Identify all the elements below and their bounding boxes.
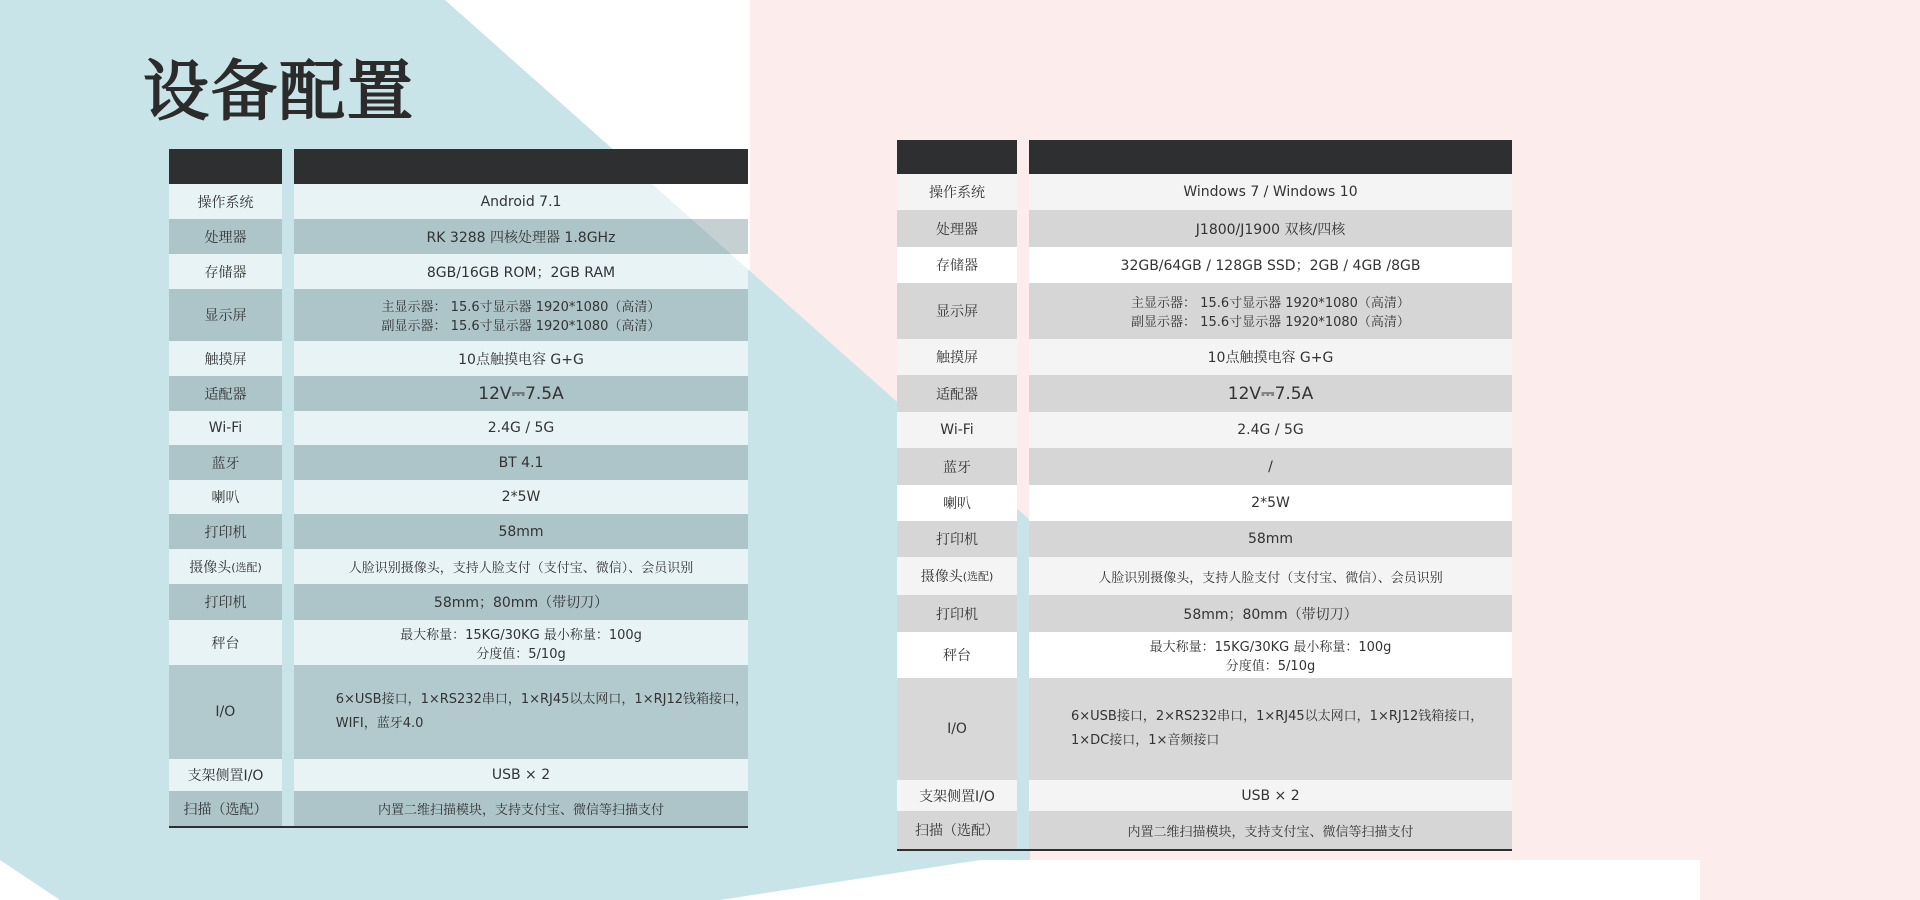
- header-label-cell: [169, 149, 282, 184]
- spec-label: [169, 219, 282, 254]
- spec-value: [1029, 174, 1512, 210]
- spec-label-text: 蓝牙: [211, 455, 240, 472]
- spec-label: [169, 289, 282, 341]
- spec-value: [294, 584, 748, 620]
- spec-value-line: 8GB/16GB ROM；2GB RAM: [426, 264, 616, 281]
- spec-value: [1029, 780, 1512, 811]
- spec-label: [169, 411, 282, 445]
- spec-label-text: 喇叭: [943, 496, 971, 512]
- spec-label-text: 操作系统: [929, 185, 985, 201]
- spec-row: [897, 632, 1512, 678]
- spec-value-line: /: [1268, 458, 1273, 475]
- spec-label-text: 打印机: [204, 595, 247, 611]
- spec-label-text: 打印机: [204, 524, 247, 541]
- spec-value-line: Windows 7 / Windows 10: [1183, 184, 1358, 200]
- spec-row: [897, 375, 1512, 412]
- spec-row: [169, 289, 748, 341]
- spec-row: [169, 341, 748, 376]
- spec-label: [169, 480, 282, 514]
- spec-label-note: (选配): [962, 570, 994, 583]
- spec-row: [897, 557, 1512, 595]
- spec-value-line: 主显示器： 15.6寸显示器 1920*1080（高清）: [1131, 296, 1410, 311]
- spec-row: [897, 678, 1512, 780]
- spec-label: [897, 412, 1017, 448]
- spec-label-text: Wi-Fi: [940, 422, 974, 438]
- spec-value: [294, 411, 748, 445]
- spec-row: [897, 780, 1512, 811]
- spec-label: [169, 184, 282, 219]
- spec-label: [897, 247, 1017, 283]
- spec-value: [294, 514, 748, 549]
- spec-label-text: 处理器: [204, 229, 247, 246]
- spec-value-line: 最大称量：15KG/30KG 最小称量：100g: [400, 627, 642, 643]
- spec-label: [897, 375, 1017, 412]
- spec-row: [169, 584, 748, 620]
- spec-value-line: 58mm: [1247, 531, 1294, 547]
- spec-row: [169, 480, 748, 514]
- spec-table-windows: [897, 140, 1512, 855]
- spec-value: [1029, 283, 1512, 339]
- spec-label: [169, 791, 282, 826]
- spec-value: [294, 620, 748, 665]
- spec-label-text: 支架侧置I/O: [919, 788, 995, 805]
- spec-value-line: 6×USB接口，2×RS232串口，1×RJ45以太网口，1×RJ12钱箱接口，: [1071, 709, 1484, 724]
- spec-value-line: WIFI，蓝牙4.0: [335, 716, 424, 731]
- spec-value-line: 10点触摸电容 G+G: [1207, 350, 1334, 366]
- table-bottom-border: [897, 849, 1512, 851]
- spec-value: [1029, 521, 1512, 557]
- spec-label: [897, 595, 1017, 632]
- spec-value-line: J1800/J1900 双核/四核: [1195, 221, 1346, 238]
- spec-value-line: 32GB/64GB / 128GB SSD；2GB / 4GB /8GB: [1120, 258, 1421, 274]
- spec-row: [897, 448, 1512, 485]
- spec-value-line: 58mm；80mm（带切刀）: [433, 595, 609, 611]
- spec-label-note: (选配): [231, 560, 262, 574]
- spec-value-line: USB × 2: [491, 767, 551, 783]
- spec-value: [1029, 485, 1512, 521]
- spec-row: [897, 247, 1512, 283]
- spec-label: [897, 811, 1017, 849]
- spec-value-line: USB × 2: [1241, 787, 1300, 804]
- spec-table-android: [169, 149, 748, 830]
- spec-label-text: 显示屏: [936, 304, 978, 320]
- spec-row: [169, 184, 748, 219]
- spec-value: [1029, 632, 1512, 678]
- spec-value: [294, 184, 748, 219]
- spec-value: [294, 665, 748, 759]
- spec-row: [169, 514, 748, 549]
- spec-value-line: 最大称量：15KG/30KG 最小称量：100g: [1149, 640, 1392, 655]
- spec-row: [897, 485, 1512, 521]
- spec-value-line: 2.4G / 5G: [1237, 422, 1304, 438]
- spec-row: [897, 521, 1512, 557]
- spec-row: [169, 759, 748, 791]
- spec-value: [294, 289, 748, 341]
- spec-label-text: 存储器: [936, 258, 978, 274]
- spec-row: [169, 254, 748, 289]
- spec-label-text: 支架侧置I/O: [187, 768, 264, 784]
- spec-value-line: RK 3288 四核处理器 1.8GHz: [426, 229, 616, 246]
- spec-value-line: 分度值：5/10g: [476, 646, 566, 662]
- spec-row: [169, 549, 748, 584]
- spec-row: [169, 791, 748, 826]
- spec-value: [1029, 811, 1512, 849]
- spec-label-text: I/O: [947, 721, 967, 737]
- spec-label-text: 适配器: [204, 386, 247, 403]
- spec-value-line: Android 7.1: [480, 193, 562, 210]
- spec-row: [169, 376, 748, 411]
- spec-value: [294, 480, 748, 514]
- spec-label: [897, 678, 1017, 780]
- spec-value: [294, 376, 748, 411]
- spec-label-text: 扫描（选配）: [183, 801, 268, 818]
- spec-row: [897, 283, 1512, 339]
- spec-value: [294, 219, 748, 254]
- spec-value-line: 2*5W: [501, 489, 541, 505]
- spec-label-text: 摄像头: [189, 559, 232, 576]
- spec-row: [897, 339, 1512, 375]
- page-title: 设备配置: [143, 53, 415, 130]
- spec-label: [169, 514, 282, 549]
- header-value-cell: [294, 149, 748, 184]
- spec-value-line: 人脸识别摄像头，支持人脸支付（支付宝、微信）、会员识别: [1098, 570, 1443, 586]
- spec-label: [169, 341, 282, 376]
- spec-label-text: 适配器: [936, 386, 978, 403]
- spec-label: [897, 210, 1017, 247]
- table-bottom-border: [169, 826, 748, 828]
- spec-row: [169, 411, 748, 445]
- spec-row: [897, 174, 1512, 210]
- spec-label-text: 处理器: [936, 221, 978, 238]
- spec-value: [1029, 247, 1512, 283]
- spec-value: [294, 549, 748, 584]
- spec-row: [169, 445, 748, 480]
- spec-value: [1029, 678, 1512, 780]
- spec-label: [897, 557, 1017, 595]
- spec-label: [169, 759, 282, 791]
- header-label-cell: [897, 140, 1017, 174]
- spec-value: [294, 791, 748, 826]
- spec-label-text: 触摸屏: [204, 351, 247, 368]
- spec-value-line: 12V⎓7.5A: [1227, 383, 1314, 404]
- spec-value-line: 12V⎓7.5A: [478, 383, 564, 404]
- spec-label-text: 喇叭: [211, 490, 240, 506]
- spec-label: [897, 485, 1017, 521]
- spec-value-line: 2.4G / 5G: [487, 420, 555, 436]
- spec-label-text: 触摸屏: [936, 350, 978, 366]
- table-header-row: [897, 140, 1512, 174]
- spec-label: [897, 339, 1017, 375]
- spec-label: [169, 584, 282, 620]
- spec-label-text: Wi-Fi: [208, 420, 243, 436]
- spec-value: [294, 341, 748, 376]
- spec-label: [897, 780, 1017, 811]
- spec-label: [169, 549, 282, 584]
- spec-value-line: 58mm: [498, 523, 544, 540]
- spec-label: [169, 254, 282, 289]
- spec-label: [897, 448, 1017, 485]
- spec-label-text: 存储器: [204, 264, 247, 281]
- spec-value: [1029, 412, 1512, 448]
- spec-value-line: 58mm；80mm（带切刀）: [1183, 606, 1358, 623]
- spec-label: [169, 376, 282, 411]
- spec-label-text: 蓝牙: [943, 459, 971, 476]
- spec-label-text: 摄像头: [920, 569, 963, 585]
- spec-value-line: 1×DC接口，1×音频接口: [1071, 733, 1220, 748]
- spec-label: [169, 445, 282, 480]
- spec-row: [897, 210, 1512, 247]
- spec-label-text: 秤台: [943, 648, 971, 664]
- spec-value: [1029, 339, 1512, 375]
- spec-row: [169, 219, 748, 254]
- spec-value-line: 人脸识别摄像头，支持人脸支付（支付宝、微信）、会员识别: [348, 561, 694, 576]
- spec-label-text: 扫描（选配）: [915, 823, 999, 839]
- header-value-cell: [1029, 140, 1512, 174]
- spec-value: [294, 759, 748, 791]
- table-header-row: [169, 149, 748, 184]
- spec-value-line: BT 4.1: [498, 454, 544, 471]
- spec-value-line: 分度值：5/10g: [1225, 659, 1316, 674]
- spec-label: [169, 620, 282, 665]
- spec-label: [897, 283, 1017, 339]
- spec-value-line: 10点触摸电容 G+G: [458, 351, 584, 368]
- spec-label-text: 显示屏: [204, 308, 247, 324]
- spec-label: [169, 665, 282, 759]
- spec-label-text: 打印机: [936, 606, 978, 623]
- spec-value-line: 内置二维扫描模块，支持支付宝、微信等扫描支付: [1127, 824, 1414, 840]
- spec-label: [897, 632, 1017, 678]
- spec-row: [169, 620, 748, 665]
- spec-value: [1029, 595, 1512, 632]
- spec-value: [1029, 557, 1512, 595]
- spec-label-text: I/O: [215, 704, 236, 720]
- spec-value: [1029, 210, 1512, 247]
- spec-value-line: 内置二维扫描模块，支持支付宝、微信等扫描支付: [377, 803, 664, 818]
- spec-label-text: 操作系统: [197, 194, 254, 211]
- spec-value: [1029, 448, 1512, 485]
- spec-value: [294, 254, 748, 289]
- spec-value-line: 副显示器： 15.6寸显示器 1920*1080（高清）: [1131, 315, 1410, 330]
- spec-value-line: 主显示器： 15.6寸显示器 1920*1080（高清）: [381, 300, 661, 315]
- spec-value: [294, 445, 748, 480]
- spec-value-line: 2*5W: [1251, 495, 1290, 511]
- spec-label: [897, 521, 1017, 557]
- spec-label-text: 打印机: [936, 532, 978, 548]
- spec-value-line: 6×USB接口，1×RS232串口，1×RJ45以太网口，1×RJ12钱箱接口，: [335, 692, 748, 707]
- spec-row: [897, 412, 1512, 448]
- spec-row: [897, 595, 1512, 632]
- spec-label: [897, 174, 1017, 210]
- spec-value: [1029, 375, 1512, 412]
- spec-row: [169, 665, 748, 759]
- spec-label-text: 秤台: [211, 635, 240, 652]
- spec-value-line: 副显示器： 15.6寸显示器 1920*1080（高清）: [381, 319, 661, 334]
- spec-row: [897, 811, 1512, 849]
